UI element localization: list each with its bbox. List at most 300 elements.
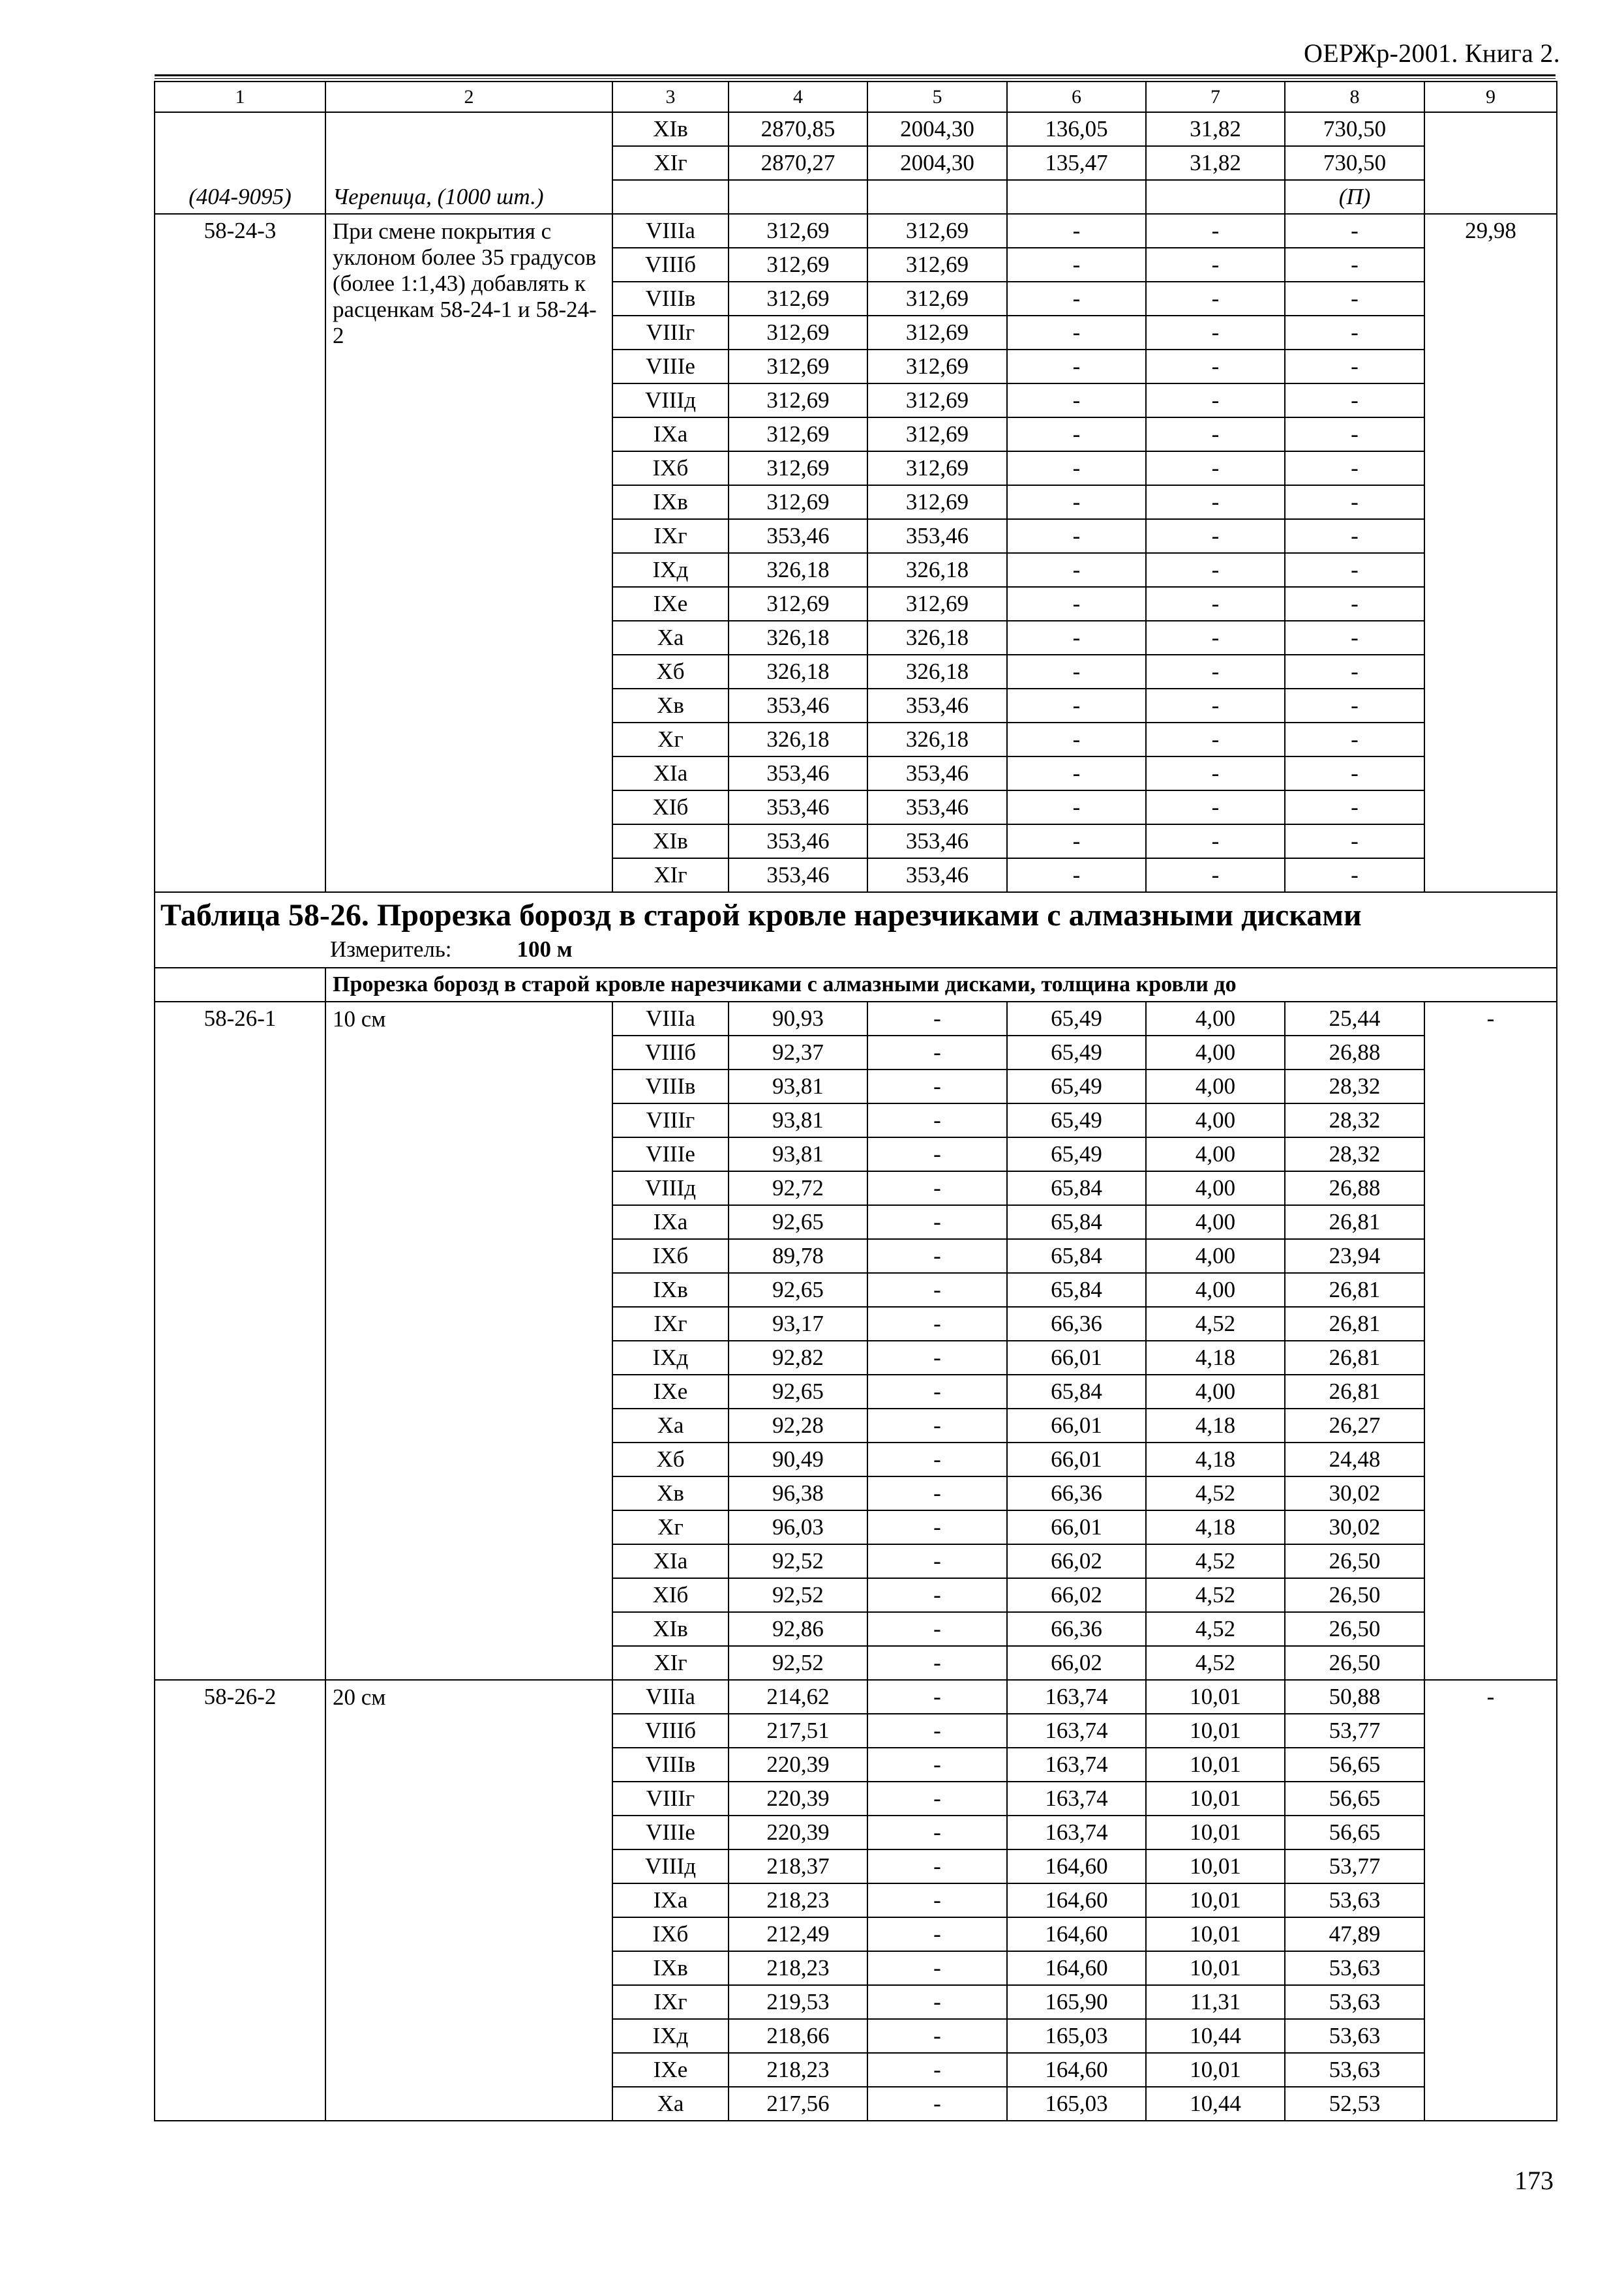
machine-cost-cell: - xyxy=(1007,519,1146,553)
zone-cell: VIIIе xyxy=(612,350,729,383)
operator-wages-cell: - xyxy=(1146,383,1285,417)
total-cost-cell: 92,82 xyxy=(729,1341,867,1375)
materials-cell: 730,50 xyxy=(1285,146,1424,180)
machine-cost-cell: 136,05 xyxy=(1007,112,1146,146)
operator-wages-cell: 10,01 xyxy=(1146,1816,1285,1849)
total-cost-cell: 218,23 xyxy=(729,1951,867,1985)
total-cost-cell: 90,93 xyxy=(729,1002,867,1036)
operator-wages-cell: 10,01 xyxy=(1146,1917,1285,1951)
total-cost-cell: 218,66 xyxy=(729,2019,867,2053)
wages-cell: - xyxy=(867,1612,1007,1646)
wages-cell: - xyxy=(867,1748,1007,1782)
machine-cost-cell: 66,02 xyxy=(1007,1544,1146,1578)
column-number-5: 5 xyxy=(867,82,1007,112)
rate-code: 58-26-2 xyxy=(155,1680,325,2121)
total-cost-cell: 96,38 xyxy=(729,1476,867,1510)
machine-cost-cell: - xyxy=(1007,248,1146,282)
machine-cost-cell: - xyxy=(1007,621,1146,655)
total-cost-cell: 220,39 xyxy=(729,1748,867,1782)
wages-cell: - xyxy=(867,1070,1007,1103)
machine-cost-cell: - xyxy=(1007,790,1146,824)
column-number-2: 2 xyxy=(325,82,612,112)
total-cost-cell: 353,46 xyxy=(729,689,867,723)
total-cost-cell: 92,52 xyxy=(729,1578,867,1612)
machine-cost-cell: - xyxy=(1007,756,1146,790)
total-cost-cell: 90,49 xyxy=(729,1443,867,1476)
table-subheader-row xyxy=(155,968,1557,1002)
wages-cell: - xyxy=(867,1002,1007,1036)
wages-cell: - xyxy=(867,1273,1007,1307)
total-cost-cell: 96,03 xyxy=(729,1510,867,1544)
machine-cost-cell: 165,03 xyxy=(1007,2087,1146,2121)
table-row xyxy=(155,214,1557,248)
operator-wages-cell: - xyxy=(1146,655,1285,689)
column-number-7: 7 xyxy=(1146,82,1285,112)
machine-cost-cell: 163,74 xyxy=(1007,1748,1146,1782)
wages-cell: 2004,30 xyxy=(867,146,1007,180)
machine-cost-cell: 65,49 xyxy=(1007,1103,1146,1137)
operator-wages-cell: - xyxy=(1146,350,1285,383)
total-cost-cell: 312,69 xyxy=(729,350,867,383)
operator-wages-cell: 10,01 xyxy=(1146,1714,1285,1748)
operator-wages-cell: 10,44 xyxy=(1146,2019,1285,2053)
operator-wages-cell: - xyxy=(1146,621,1285,655)
empty-cell xyxy=(1007,180,1146,214)
empty-cell xyxy=(1146,180,1285,214)
table-measure xyxy=(330,936,1551,963)
machine-cost-cell: - xyxy=(1007,214,1146,248)
rate-description: При смене покрытия с уклоном более 35 градусов (более 1:1,43) добавлять к расценкам 58-24-1 и 58-24-2 xyxy=(325,214,612,892)
materials-cell: - xyxy=(1285,383,1424,417)
operator-wages-cell: - xyxy=(1146,824,1285,858)
column-number-row xyxy=(155,82,1557,112)
zone-cell: IXд xyxy=(612,553,729,587)
zone-cell: IXа xyxy=(612,417,729,451)
wages-cell: 353,46 xyxy=(867,824,1007,858)
operator-wages-cell: 10,01 xyxy=(1146,1680,1285,1714)
wages-cell: 326,18 xyxy=(867,553,1007,587)
header-rule-thin xyxy=(155,78,1556,79)
operator-wages-cell: 4,00 xyxy=(1146,1036,1285,1070)
total-cost-cell: 353,46 xyxy=(729,519,867,553)
operator-wages-cell: - xyxy=(1146,282,1285,316)
materials-cell: 56,65 xyxy=(1285,1782,1424,1816)
total-cost-cell: 93,81 xyxy=(729,1137,867,1171)
materials-cell: 53,77 xyxy=(1285,1714,1424,1748)
operator-wages-cell: 31,82 xyxy=(1146,112,1285,146)
zone-cell: XIб xyxy=(612,1578,729,1612)
wages-cell: 312,69 xyxy=(867,485,1007,519)
wages-cell: - xyxy=(867,2019,1007,2053)
zone-cell: IXе xyxy=(612,1375,729,1409)
wages-cell: - xyxy=(867,1205,1007,1239)
wages-cell: - xyxy=(867,1714,1007,1748)
zone-cell: IXв xyxy=(612,1951,729,1985)
machine-cost-cell: 65,49 xyxy=(1007,1036,1146,1070)
wages-cell: - xyxy=(867,1951,1007,1985)
zone-cell: VIIIв xyxy=(612,1070,729,1103)
materials-cell: - xyxy=(1285,756,1424,790)
column-number-6: 6 xyxy=(1007,82,1146,112)
operator-wages-cell: 4,00 xyxy=(1146,1002,1285,1036)
materials-cell: 26,81 xyxy=(1285,1205,1424,1239)
zone-cell: Xг xyxy=(612,1510,729,1544)
wages-cell: - xyxy=(867,1646,1007,1680)
machine-cost-cell: 163,74 xyxy=(1007,1680,1146,1714)
zone-cell: XIг xyxy=(612,858,729,892)
wages-cell: - xyxy=(867,1883,1007,1917)
materials-cell: - xyxy=(1285,519,1424,553)
materials-cell: 30,02 xyxy=(1285,1510,1424,1544)
zone-cell: IXе xyxy=(612,587,729,621)
wages-cell: - xyxy=(867,1443,1007,1476)
total-cost-cell: 217,51 xyxy=(729,1714,867,1748)
zone-cell: VIIIе xyxy=(612,1137,729,1171)
materials-cell: 26,81 xyxy=(1285,1375,1424,1409)
operator-wages-cell: 4,18 xyxy=(1146,1510,1285,1544)
page-number: 173 xyxy=(1514,2166,1554,2195)
materials-cell: 53,63 xyxy=(1285,2019,1424,2053)
machine-cost-cell: 66,01 xyxy=(1007,1341,1146,1375)
wages-cell: - xyxy=(867,1307,1007,1341)
wages-cell: - xyxy=(867,2053,1007,2087)
machine-cost-cell: - xyxy=(1007,417,1146,451)
materials-cell: 28,32 xyxy=(1285,1103,1424,1137)
machine-cost-cell: - xyxy=(1007,858,1146,892)
zone-cell: XIг xyxy=(612,146,729,180)
table-row xyxy=(155,1002,1557,1036)
rate-description: Черепица, (1000 шт.) xyxy=(325,112,612,214)
wages-cell: 326,18 xyxy=(867,621,1007,655)
machine-cost-cell: - xyxy=(1007,451,1146,485)
materials-cell: - xyxy=(1285,417,1424,451)
total-cost-cell: 89,78 xyxy=(729,1239,867,1273)
labor-cell: 29,98 xyxy=(1424,214,1557,892)
total-cost-cell: 92,52 xyxy=(729,1544,867,1578)
total-cost-cell: 2870,27 xyxy=(729,146,867,180)
operator-wages-cell: 4,00 xyxy=(1146,1103,1285,1137)
zone-cell: Xа xyxy=(612,2087,729,2121)
wages-cell: - xyxy=(867,1544,1007,1578)
materials-cell: 26,88 xyxy=(1285,1171,1424,1205)
operator-wages-cell: - xyxy=(1146,587,1285,621)
wages-cell: - xyxy=(867,1985,1007,2019)
wages-cell: 312,69 xyxy=(867,248,1007,282)
total-cost-cell: 220,39 xyxy=(729,1816,867,1849)
operator-wages-cell: - xyxy=(1146,451,1285,485)
materials-cell: 56,65 xyxy=(1285,1748,1424,1782)
wages-cell: 312,69 xyxy=(867,282,1007,316)
total-cost-cell: 92,65 xyxy=(729,1205,867,1239)
total-cost-cell: 312,69 xyxy=(729,587,867,621)
machine-cost-cell: 165,03 xyxy=(1007,2019,1146,2053)
total-cost-cell: 93,17 xyxy=(729,1307,867,1341)
zone-cell: VIIIб xyxy=(612,248,729,282)
zone-cell: Xв xyxy=(612,1476,729,1510)
materials-cell: 28,32 xyxy=(1285,1070,1424,1103)
rate-code: 58-26-1 xyxy=(155,1002,325,1680)
wages-cell: 312,69 xyxy=(867,417,1007,451)
total-cost-cell: 92,86 xyxy=(729,1612,867,1646)
table-caption xyxy=(155,892,1557,968)
table-title: Таблица 58-26. Прорезка борозд в старой кровле нарезчиками с алмазными дисками xyxy=(160,898,1362,933)
machine-cost-cell: 163,74 xyxy=(1007,1816,1146,1849)
materials-cell: - xyxy=(1285,248,1424,282)
total-cost-cell: 312,69 xyxy=(729,214,867,248)
materials-cell: - xyxy=(1285,723,1424,756)
column-number-4: 4 xyxy=(729,82,867,112)
operator-wages-cell: 10,01 xyxy=(1146,1748,1285,1782)
empty-cell xyxy=(729,180,867,214)
zone-cell: XIв xyxy=(612,1612,729,1646)
total-cost-cell: 93,81 xyxy=(729,1070,867,1103)
wages-cell: 312,69 xyxy=(867,316,1007,350)
operator-wages-cell: - xyxy=(1146,485,1285,519)
machine-cost-cell: 65,49 xyxy=(1007,1137,1146,1171)
labor-cell xyxy=(1424,112,1557,214)
total-cost-cell: 218,23 xyxy=(729,1883,867,1917)
wages-cell: - xyxy=(867,1917,1007,1951)
machine-cost-cell: - xyxy=(1007,316,1146,350)
total-cost-cell: 353,46 xyxy=(729,790,867,824)
wages-cell: - xyxy=(867,1849,1007,1883)
measure-label: Измеритель: xyxy=(330,936,452,962)
materials-cell: - xyxy=(1285,316,1424,350)
wages-cell: 326,18 xyxy=(867,723,1007,756)
zone-cell: Xа xyxy=(612,621,729,655)
material-unit-note: (П) xyxy=(1285,180,1424,214)
machine-cost-cell: 164,60 xyxy=(1007,1951,1146,1985)
materials-cell: - xyxy=(1285,214,1424,248)
zone-cell: VIIIв xyxy=(612,1748,729,1782)
zone-cell: IXд xyxy=(612,1341,729,1375)
header-rule-thick xyxy=(155,74,1556,76)
machine-cost-cell: 66,02 xyxy=(1007,1578,1146,1612)
total-cost-cell: 218,23 xyxy=(729,2053,867,2087)
total-cost-cell: 92,65 xyxy=(729,1375,867,1409)
machine-cost-cell: - xyxy=(1007,689,1146,723)
zone-cell: Xа xyxy=(612,1409,729,1443)
zone-cell: VIIIд xyxy=(612,1171,729,1205)
materials-cell: 23,94 xyxy=(1285,1239,1424,1273)
zone-cell: VIIIа xyxy=(612,1002,729,1036)
wages-cell: 2004,30 xyxy=(867,112,1007,146)
operator-wages-cell: 4,00 xyxy=(1146,1137,1285,1171)
wages-cell: 312,69 xyxy=(867,350,1007,383)
zone-cell: IXг xyxy=(612,519,729,553)
materials-cell: 26,81 xyxy=(1285,1307,1424,1341)
materials-cell: 730,50 xyxy=(1285,112,1424,146)
wages-cell: 353,46 xyxy=(867,858,1007,892)
materials-cell: 53,77 xyxy=(1285,1849,1424,1883)
machine-cost-cell: 163,74 xyxy=(1007,1782,1146,1816)
zone-cell: IXг xyxy=(612,1985,729,2019)
zone-cell: IXе xyxy=(612,2053,729,2087)
zone-cell: Xг xyxy=(612,723,729,756)
total-cost-cell: 92,65 xyxy=(729,1273,867,1307)
materials-cell: 26,50 xyxy=(1285,1646,1424,1680)
materials-cell: 53,63 xyxy=(1285,1883,1424,1917)
operator-wages-cell: 4,52 xyxy=(1146,1544,1285,1578)
materials-cell: 30,02 xyxy=(1285,1476,1424,1510)
machine-cost-cell: - xyxy=(1007,553,1146,587)
zone-cell: VIIIв xyxy=(612,282,729,316)
materials-cell: - xyxy=(1285,282,1424,316)
wages-cell: 353,46 xyxy=(867,790,1007,824)
machine-cost-cell: - xyxy=(1007,824,1146,858)
operator-wages-cell: 4,00 xyxy=(1146,1239,1285,1273)
total-cost-cell: 353,46 xyxy=(729,756,867,790)
operator-wages-cell: 10,01 xyxy=(1146,2053,1285,2087)
total-cost-cell: 92,28 xyxy=(729,1409,867,1443)
rate-code: (404-9095) xyxy=(155,112,325,214)
wages-cell: - xyxy=(867,1476,1007,1510)
zone-cell: IXд xyxy=(612,2019,729,2053)
materials-cell: - xyxy=(1285,485,1424,519)
wages-cell: - xyxy=(867,1578,1007,1612)
operator-wages-cell: 10,01 xyxy=(1146,1951,1285,1985)
labor-cell: - xyxy=(1424,1680,1557,2121)
operator-wages-cell: 10,01 xyxy=(1146,1849,1285,1883)
materials-cell: 26,27 xyxy=(1285,1409,1424,1443)
operator-wages-cell: - xyxy=(1146,553,1285,587)
materials-cell: 56,65 xyxy=(1285,1816,1424,1849)
machine-cost-cell: 65,49 xyxy=(1007,1002,1146,1036)
labor-cell: - xyxy=(1424,1002,1557,1680)
total-cost-cell: 312,69 xyxy=(729,316,867,350)
machine-cost-cell: 163,74 xyxy=(1007,1714,1146,1748)
wages-cell: - xyxy=(867,2087,1007,2121)
wages-cell: - xyxy=(867,1239,1007,1273)
total-cost-cell: 312,69 xyxy=(729,383,867,417)
materials-cell: 26,50 xyxy=(1285,1544,1424,1578)
total-cost-cell: 92,52 xyxy=(729,1646,867,1680)
machine-cost-cell: 65,84 xyxy=(1007,1273,1146,1307)
operator-wages-cell: - xyxy=(1146,214,1285,248)
price-table xyxy=(154,81,1557,2121)
total-cost-cell: 326,18 xyxy=(729,553,867,587)
machine-cost-cell: 66,36 xyxy=(1007,1307,1146,1341)
operator-wages-cell: 4,52 xyxy=(1146,1646,1285,1680)
column-number-1: 1 xyxy=(155,82,325,112)
operator-wages-cell: 4,52 xyxy=(1146,1578,1285,1612)
wages-cell: 326,18 xyxy=(867,655,1007,689)
wages-cell: - xyxy=(867,1816,1007,1849)
materials-cell: 53,63 xyxy=(1285,2053,1424,2087)
operator-wages-cell: 4,52 xyxy=(1146,1476,1285,1510)
materials-cell: 53,63 xyxy=(1285,1985,1424,2019)
machine-cost-cell: 135,47 xyxy=(1007,146,1146,180)
column-number-8: 8 xyxy=(1285,82,1424,112)
materials-cell: - xyxy=(1285,655,1424,689)
rate-description: 10 см xyxy=(325,1002,612,1680)
operator-wages-cell: - xyxy=(1146,248,1285,282)
materials-cell: 26,88 xyxy=(1285,1036,1424,1070)
zone-cell: XIа xyxy=(612,756,729,790)
zone-cell: IXа xyxy=(612,1883,729,1917)
materials-cell: - xyxy=(1285,350,1424,383)
machine-cost-cell: - xyxy=(1007,350,1146,383)
machine-cost-cell: 66,02 xyxy=(1007,1646,1146,1680)
operator-wages-cell: 4,00 xyxy=(1146,1273,1285,1307)
total-cost-cell: 219,53 xyxy=(729,1985,867,2019)
machine-cost-cell: 65,84 xyxy=(1007,1171,1146,1205)
materials-cell: 26,50 xyxy=(1285,1578,1424,1612)
materials-cell: - xyxy=(1285,553,1424,587)
machine-cost-cell: 66,01 xyxy=(1007,1510,1146,1544)
machine-cost-cell: 165,90 xyxy=(1007,1985,1146,2019)
materials-cell: 26,81 xyxy=(1285,1273,1424,1307)
zone-cell: Xб xyxy=(612,1443,729,1476)
operator-wages-cell: - xyxy=(1146,417,1285,451)
operator-wages-cell: 10,01 xyxy=(1146,1883,1285,1917)
machine-cost-cell: 65,84 xyxy=(1007,1375,1146,1409)
machine-cost-cell: - xyxy=(1007,723,1146,756)
empty-cell xyxy=(155,968,325,1002)
machine-cost-cell: 66,01 xyxy=(1007,1443,1146,1476)
zone-cell: VIIIб xyxy=(612,1714,729,1748)
operator-wages-cell: 4,00 xyxy=(1146,1070,1285,1103)
table-subheader: Прорезка борозд в старой кровле нарезчиками с алмазными дисками, толщина кровли до xyxy=(325,968,1557,1002)
machine-cost-cell: - xyxy=(1007,485,1146,519)
materials-cell: - xyxy=(1285,451,1424,485)
operator-wages-cell: 4,18 xyxy=(1146,1409,1285,1443)
materials-cell: - xyxy=(1285,621,1424,655)
machine-cost-cell: - xyxy=(1007,587,1146,621)
operator-wages-cell: - xyxy=(1146,790,1285,824)
zone-cell: VIIIг xyxy=(612,1782,729,1816)
zone-cell: IXб xyxy=(612,1917,729,1951)
total-cost-cell: 212,49 xyxy=(729,1917,867,1951)
wages-cell: - xyxy=(867,1137,1007,1171)
table-caption-row xyxy=(155,892,1557,968)
operator-wages-cell: - xyxy=(1146,858,1285,892)
zone-cell: VIIIа xyxy=(612,1680,729,1714)
materials-cell: - xyxy=(1285,824,1424,858)
total-cost-cell: 92,72 xyxy=(729,1171,867,1205)
materials-cell: 50,88 xyxy=(1285,1680,1424,1714)
wages-cell: 312,69 xyxy=(867,383,1007,417)
total-cost-cell: 217,56 xyxy=(729,2087,867,2121)
operator-wages-cell: - xyxy=(1146,519,1285,553)
zone-cell: IXв xyxy=(612,1273,729,1307)
operator-wages-cell: 10,01 xyxy=(1146,1782,1285,1816)
operator-wages-cell: 4,52 xyxy=(1146,1612,1285,1646)
measure-unit: 100 м xyxy=(517,936,573,962)
zone-cell: IXв xyxy=(612,485,729,519)
document-header: ОЕРЖр-2001. Книга 2. xyxy=(1304,38,1560,68)
wages-cell: 353,46 xyxy=(867,689,1007,723)
operator-wages-cell: 11,31 xyxy=(1146,1985,1285,2019)
total-cost-cell: 93,81 xyxy=(729,1103,867,1137)
zone-cell: IXб xyxy=(612,451,729,485)
operator-wages-cell: 4,18 xyxy=(1146,1443,1285,1476)
operator-wages-cell: 31,82 xyxy=(1146,146,1285,180)
operator-wages-cell: 4,18 xyxy=(1146,1341,1285,1375)
materials-cell: - xyxy=(1285,790,1424,824)
price-table-body xyxy=(155,82,1557,2121)
machine-cost-cell: 66,36 xyxy=(1007,1476,1146,1510)
machine-cost-cell: - xyxy=(1007,282,1146,316)
total-cost-cell: 326,18 xyxy=(729,621,867,655)
table-row xyxy=(155,112,1557,146)
machine-cost-cell: 65,49 xyxy=(1007,1070,1146,1103)
wages-cell: 353,46 xyxy=(867,756,1007,790)
wages-cell: - xyxy=(867,1171,1007,1205)
materials-cell: 25,44 xyxy=(1285,1002,1424,1036)
zone-cell: IXа xyxy=(612,1205,729,1239)
total-cost-cell: 312,69 xyxy=(729,485,867,519)
